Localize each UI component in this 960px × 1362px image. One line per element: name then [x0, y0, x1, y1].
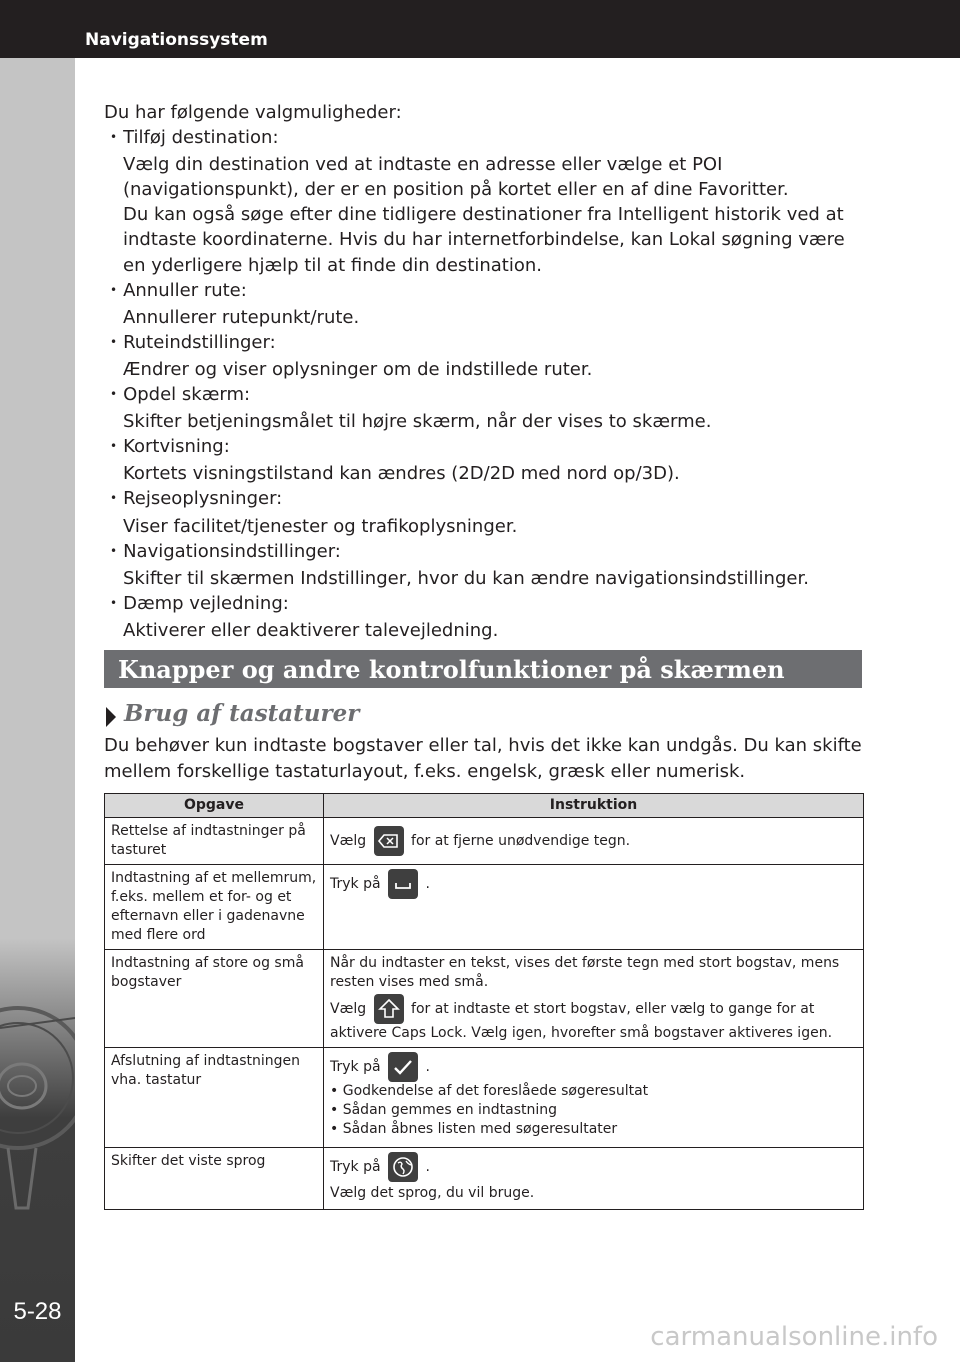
task-cell: Afslutning af indtastningen vha. tastatur	[105, 1048, 324, 1148]
option-item: • Tilføj destination: Vælg din destination ved at indtaste en adresse eller vælge et POI (navigationspunkt), der er en position på kortet eller en af dine Favoritter. Du kan også søge efter dine tidligere destinationer fra Intelligent historik ved at indtaste koordinaterne. Hvis du har internetforbindelse, kan Lokal søgning være en yderligere hjælp til at finde din destination.	[104, 125, 864, 278]
shift-icon	[374, 994, 404, 1024]
list-item: • Sådan åbnes listen med søgeresultater	[330, 1121, 618, 1137]
options-intro: Du har følgende valgmuligheder:	[104, 102, 402, 123]
task-cell: Indtastning af et mellemrum, f.eks. mellem et for- og et efternavn eller i gadenavne med flere ord	[105, 865, 324, 950]
section-marker-icon	[104, 706, 118, 728]
table-header-row	[105, 794, 864, 818]
header-bar	[0, 0, 960, 58]
bullet-list	[330, 1082, 857, 1139]
table-row	[105, 1148, 864, 1210]
column-header: Instruktion	[324, 794, 864, 818]
side-tab	[0, 58, 75, 1362]
backspace-icon	[374, 826, 404, 856]
table-row	[105, 818, 864, 865]
instruction-cell: Vælg for at fjerne unødvendige tegn.	[324, 818, 864, 865]
instruction-cell: Tryk på .	[324, 865, 864, 950]
column-header: Opgave	[105, 794, 324, 818]
table-row	[105, 865, 864, 950]
table-row	[105, 1048, 864, 1148]
option-item: • Rejseoplysninger: Viser facilitet/tjenester og trafikoplysninger.	[104, 486, 864, 538]
checkmark-icon	[388, 1052, 418, 1082]
options-text	[104, 100, 864, 643]
list-item: • Sådan gemmes en indtastning	[330, 1102, 558, 1118]
instruction-cell: Når du indtaster en tekst, vises det første tegn med stort bogstav, mens resten vises med små. Vælg for at indtaste et stort bogstav, eller vælg to gange for at aktivere Caps Lock. Vælg igen, hvorefter små bogstaver aktiveres igen.	[324, 950, 864, 1048]
list-item: • Godkendelse af det foreslåede søgeresultat	[330, 1083, 649, 1099]
task-cell: Rettelse af indtastninger på tasturet	[105, 818, 324, 865]
header-title: Navigationssystem	[85, 30, 268, 50]
option-item: • Navigationsindstillinger: Skifter til skærmen Indstillinger, hvor du kan ændre navigationsindstillinger.	[104, 539, 864, 591]
table-row	[105, 950, 864, 1048]
instruction-line: Vælg for at indtaste et stort bogstav, eller vælg to gange for at aktivere Caps Lock. Vælg igen, hvorefter små bogstaver aktiveres igen.	[330, 994, 857, 1043]
watermark: carmanualsonline.info	[650, 1322, 938, 1352]
space-icon	[388, 869, 418, 899]
option-item: • Dæmp vejledning: Aktiverer eller deaktiverer talevejledning.	[104, 591, 864, 643]
keyboard-table	[104, 793, 864, 1210]
section-heading	[104, 650, 862, 688]
subheading-title: Brug af tastaturer	[124, 700, 360, 727]
option-item: • Opdel skærm: Skifter betjeningsmålet til højre skærm, når der vises to skærme.	[104, 382, 864, 434]
steering-wheel-icon	[0, 948, 75, 1348]
option-item: • Kortvisning: Kortets visningstilstand kan ændres (2D/2D med nord op/3D).	[104, 434, 864, 486]
task-cell: Skifter det viste sprog	[105, 1148, 324, 1210]
page-number: 5-28	[13, 1298, 62, 1325]
subheading-text: Du behøver kun indtaste bogstaver eller tal, hvis det ikke kan undgås. Du kan skifte mellem forskellige tastaturlayout, f.eks. engelsk, græsk eller numerisk.	[104, 735, 862, 782]
instruction-cell: Tryk på . Vælg det sprog, du vil bruge.	[324, 1148, 864, 1210]
option-item: • Ruteindstillinger: Ændrer og viser oplysninger om de indstillede ruter.	[104, 330, 864, 382]
globe-icon	[388, 1152, 418, 1182]
task-cell: Indtastning af store og små bogstaver	[105, 950, 324, 1048]
section-title: Knapper og andre kontrolfunktioner på skærmen	[118, 655, 785, 684]
option-item: • Annuller rute: Annullerer rutepunkt/rute.	[104, 278, 864, 330]
instruction-cell: Tryk på . • Godkendelse af det foreslåede søgeresultat • Sådan gemmes en indtastning • Sådan åbnes listen med søgeresultater	[324, 1048, 864, 1148]
